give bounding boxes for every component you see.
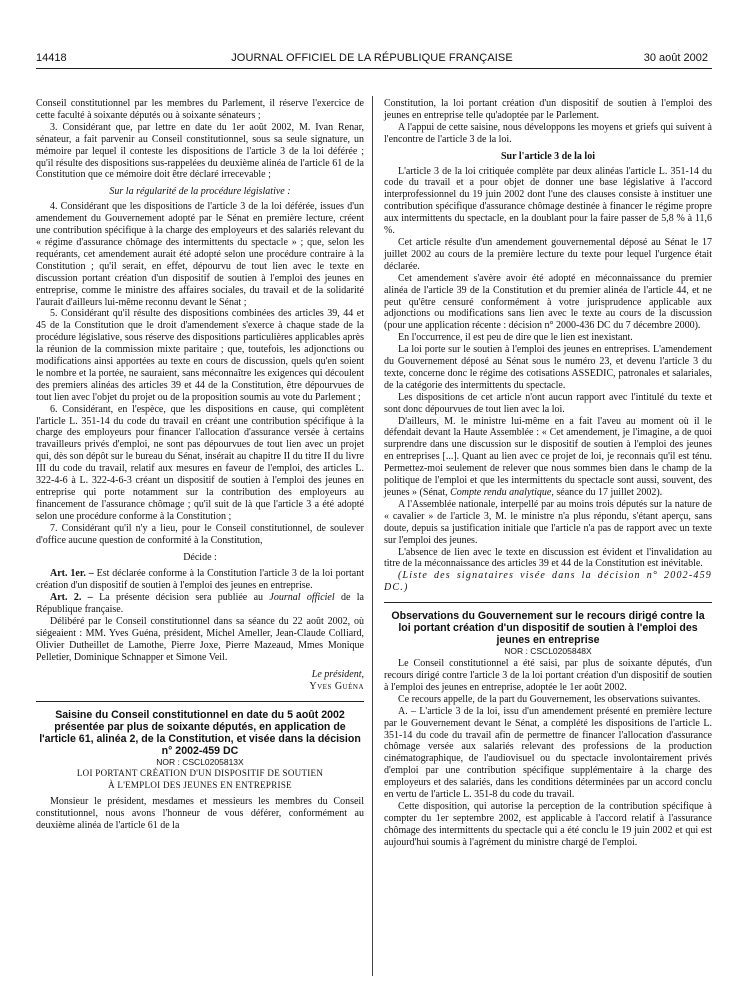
paragraph: La loi porte sur le soutien à l'emploi des jeunes en entreprises. L'amendement du Gouvernement déposé au Sénat sous le numéro 23, et devenu l'article 3 du texte, concerne donc le régime des cotisations ASSEDIC, patronales et salariales, de la catégorie des intermittents du spectacle.	[384, 344, 712, 391]
nor-reference: NOR : CSCL0205813X	[156, 756, 244, 767]
issue-date: 30 août 2002	[643, 52, 708, 64]
law-title-line: À L'EMPLOI DES JEUNES EN ENTREPRISE	[108, 779, 292, 790]
paragraph: L'absence de lien avec le texte en discussion est évident et l'invalidation au titre de la méconnaissance des articles 39 et 44 de la Constitution est inévitable.	[384, 546, 712, 570]
paragraph: Cet amendement s'avère avoir été adopté en méconnaissance du premier alinéa de l'article 39 de la Constitution et du premier alinéa de l'article 44, et ne peut qu'être censuré conformément à votre jurisprudence applicable aux adjonctions ou modifications sans lien avec le texte au cours de la discussion (pour une application récente : décision n° 2000-436 DC du 7 décembre 2000).	[384, 272, 712, 332]
paragraph: 6. Considérant, en l'espèce, que les dispositions en cause, qui complètent l'article L. 351-14 du code du travail en créant une contribution spécifique à la charge des employeurs pour financer l'allocation d'assurance versée à certains travailleurs privés d'emploi, ne sont pas dépourvues de tout lien avec un projet qui, dès son dépôt sur le bureau du Sénat, insérait au chapitre II du titre II du livre III du code du travail, relatif aux mesures en faveur de l'emploi, des articles L. 322-4-6 à L. 322-4-6-3 créant un dispositif de soutien à l'emploi des jeunes en entreprise qui porte notamment sur la contribution des employeurs au financement de l'assurance chômage ; qu'il suit de là que l'article 3 a été adopté selon une procédure conforme à la Constitution ;	[36, 403, 364, 522]
article-text: Est déclarée conforme à la Constitution l'article 3 de la loi portant création d'un dispositif de soutien à l'emploi des jeunes en entreprise.	[36, 568, 364, 592]
paragraph: Monsieur le président, mesdames et messieurs les membres du Conseil constitutionnel, nous avons l'honneur de vous déférer, conformément au deuxième alinéa de l'article 61 de la	[36, 796, 364, 832]
column-divider	[372, 96, 373, 976]
law-title-line: LOI PORTANT CRÉATION D'UN DISPOSITIF DE SOUTIEN	[76, 768, 324, 779]
deliberation: Délibéré par le Conseil constitutionnel dans sa séance du 22 août 2002, où siégeaient : MM. Yves Guéna, président, Michel Ameller, Jean-Claude Colliard, Olivier Dutheillet de Lamothe, Pierre Joxe, Pierre Mazeaud, Mmes Monique Pelletier, Dominique Schnapper et Simone Veil.	[36, 616, 364, 663]
paragraph: 4. Considérant que les dispositions de l'article 3 de la loi déférée, issues d'un amendement du Gouvernement adopté par le Sénat en première lecture, créent une contribution spécifique à la charge des employeurs et des salariés relevant du « régime d'assurance chômage des intermittents du spectacle » ; que, selon les requérants, cet amendement aurait été adopté selon une procédure contraire à la Constitution ; qu'il serait, en effet, dépourvu de tout lien avec le texte en discussion portant création d'un dispositif de soutien à l'emploi des jeunes en entreprise, comme le ministre des affaires sociales, du travail et de la solidarité l'aurait d'ailleurs lui-même reconnu devant le Sénat ;	[36, 201, 364, 308]
paragraph: A. – L'article 3 de la loi, issu d'un amendement présenté en première lecture par le Gouvernement devant le Sénat, a complété les dispositions de l'article L. 351-14 du code du travail afin de permettre de financer l'allocation d'assurance chômage versée aux salariés relevant des professions de la production cinématographique, de l'audiovisuel ou du spectacle involontairement privés d'emploi par une contribution spécifique supplémentaire à la charge des employeurs et des salariés, dans les conditions déterminées par un accord conclu en vertu de l'article L. 351-8 du code du travail.	[384, 705, 712, 801]
signatories-note: (Liste des signataires visée dans la décision n° 2002-459 DC.)	[384, 570, 712, 594]
quote-text: , séance du 17 juillet 2002).	[551, 487, 663, 498]
quote-text: D'ailleurs, M. le ministre lui-même en a fait l'aveu au moment où il le défendait devant la Haute Assemblée : « Cet amendement, je l'imagine, a de quoi surprendre dans une discussion sur le dispositif de soutien à l'emploi des jeunes en entreprises [...]. Quant au lien avec ce projet de loi, je reconnais qu'il est ténu. Permettez-moi seulement de relever que nous sommes bien dans le champ de la politique de l'emploi et que les intermittents du spectacle sont aussi, souvent, des jeunes » (Sénat,	[384, 415, 712, 498]
paragraph: Le Conseil constitutionnel a été saisi, par plus de soixante députés, d'un recours dirigé contre l'article 3 de la loi portant création d'un dispositif de soutien à l'emploi des jeunes en entreprise, adoptée le 1er août 2002.	[384, 658, 712, 693]
paragraph: 5. Considérant qu'il résulte des dispositions combinées des articles 39, 44 et 45 de la Constitution que le droit d'amendement s'exerce à chaque stade de la procédure législative, sous réserve des dispositions particulières applicables après la réunion de la commission mixte paritaire ; que, toutefois, les adjonctions ou modifications ainsi apportées au texte en cours de discussion, quels qu'en soient le nombre et la portée, ne sauraient, sans méconnaître les exigences qui découlent des premiers alinéas des articles 39 et 44 de la Constitution, être dépourvues de tout lien avec l'objet du projet ou de la proposition soumis au vote du Parlement ;	[36, 308, 364, 403]
decide-heading: Décide :	[183, 551, 217, 563]
article-label: Art. 2. –	[50, 592, 93, 604]
paragraph: En l'occurrence, il est peu de dire que le lien est inexistant.	[398, 332, 633, 344]
right-column	[384, 98, 712, 849]
paragraph: A l'appui de cette saisine, nous développons les moyens et griefs qui suivent à l'encontre de l'article 3 de la loi.	[384, 121, 712, 145]
report-title: Compte rendu analytique	[450, 487, 552, 498]
nor-reference: NOR : CSCL0205848X	[504, 646, 592, 657]
president-label: Le président,	[311, 668, 364, 680]
paragraph: L'article 3 de la loi critiquée complète par deux alinéas l'article L. 351-14 du code du travail et a pour objet de donner une base législative à l'accord interprofessionnel du 19 juin 2002 dont l'une des clauses consiste à instituer une contribution spécifique d'assurance chômage destinée à financer le régime propre aux intermittents du spectacle, en la doublant pour la faire passer de 5,8 % à 11,6 %.	[384, 165, 712, 237]
section-rule	[384, 602, 712, 603]
article-text: La présente décision sera publiée au	[99, 592, 264, 604]
page-number: 14418	[36, 52, 67, 64]
subheading: Sur la régularité de la procédure législative :	[109, 186, 291, 198]
page-header	[36, 52, 708, 68]
paragraph: Conseil constitutionnel par les membres du Parlement, il réserve l'exercice de cette faculté à soixante députés ou à soixante sénateurs ;	[36, 98, 364, 121]
paragraph: Ce recours appelle, de la part du Gouvernement, les observations suivantes.	[398, 693, 701, 705]
paragraph: Constitution, la loi portant création d'un dispositif de soutien à l'emploi des jeunes en entreprise telle qu'adoptée par le Parlement.	[384, 98, 712, 121]
paragraph: 7. Considérant qu'il n'y a lieu, pour le Conseil constitutionnel, de soulever d'office aucune question de conformité à la Constitution,	[36, 522, 364, 546]
paragraph: Cette disposition, qui autorise la perception de la contribution spécifique à compter du 1er septembre 2002, est applicable à l'accord relatif à l'assurance chômage des intermittents du spectacle qui a été conclu le 19 juin 2002 et qui est aujourd'hui soumis à l'agrément du ministre chargé de l'emploi.	[384, 800, 712, 848]
paragraph: Cet article résulte d'un amendement gouvernemental déposé au Sénat le 17 juillet 2002 au cours de la première lecture du texte pour lequel l'urgence était déclarée.	[384, 236, 712, 272]
president-name: Yves Guéna	[309, 680, 364, 692]
paragraph	[384, 416, 712, 499]
article-2	[36, 592, 364, 616]
article-1	[36, 568, 364, 592]
left-column	[36, 98, 364, 832]
article-label: Art. 1er. –	[50, 568, 94, 580]
saisine-title: Saisine du Conseil constitutionnel en date du 5 août 2002 présentée par plus de soixante députés, en application de l'article 61, alinéa 2, de la Constitution, et visée dans la décision n° 2002-459 DC	[39, 708, 361, 757]
journal-reference: Journal officiel	[269, 592, 335, 604]
paragraph: Les dispositions de cet article n'ont aucun rapport avec l'intitulé du texte et sont donc dépourvues de tout lien avec la loi.	[384, 391, 712, 415]
paragraph: A l'Assemblée nationale, interpellé par au moins trois députés sur la nature de « cavalier » de l'article 3, M. le ministre n'a plus répondu, s'étant aperçu, sans doute, depuis sa justification initiale que l'article n'a pas de rapport avec un texte sur l'emploi des jeunes.	[384, 498, 712, 546]
journal-title: JOURNAL OFFICIEL DE LA RÉPUBLIQUE FRANÇAISE	[231, 52, 513, 64]
header-rule	[36, 68, 712, 69]
section-rule	[36, 701, 364, 702]
article-text: de la République française.	[36, 592, 364, 616]
section-heading: Sur l'article 3 de la loi	[501, 150, 595, 162]
observations-title: Observations du Gouvernement sur le recours dirigé contre la loi portant création d'un dispositif de soutien à l'emploi des jeunes en entreprise	[391, 610, 705, 647]
paragraph: 3. Considérant que, par lettre en date du 1er août 2002, M. Ivan Renar, sénateur, a fait parvenir au Conseil constitutionnel, sous sa seule signature, un mémoire par lequel il conteste les dispositions de l'article 3 de la loi déférée ; qu'il résulte des dispositions sus-rappelées du deuxième alinéa de l'article 61 de la Constitution que ce mémoire doit être déclaré irrecevable ;	[36, 121, 364, 181]
